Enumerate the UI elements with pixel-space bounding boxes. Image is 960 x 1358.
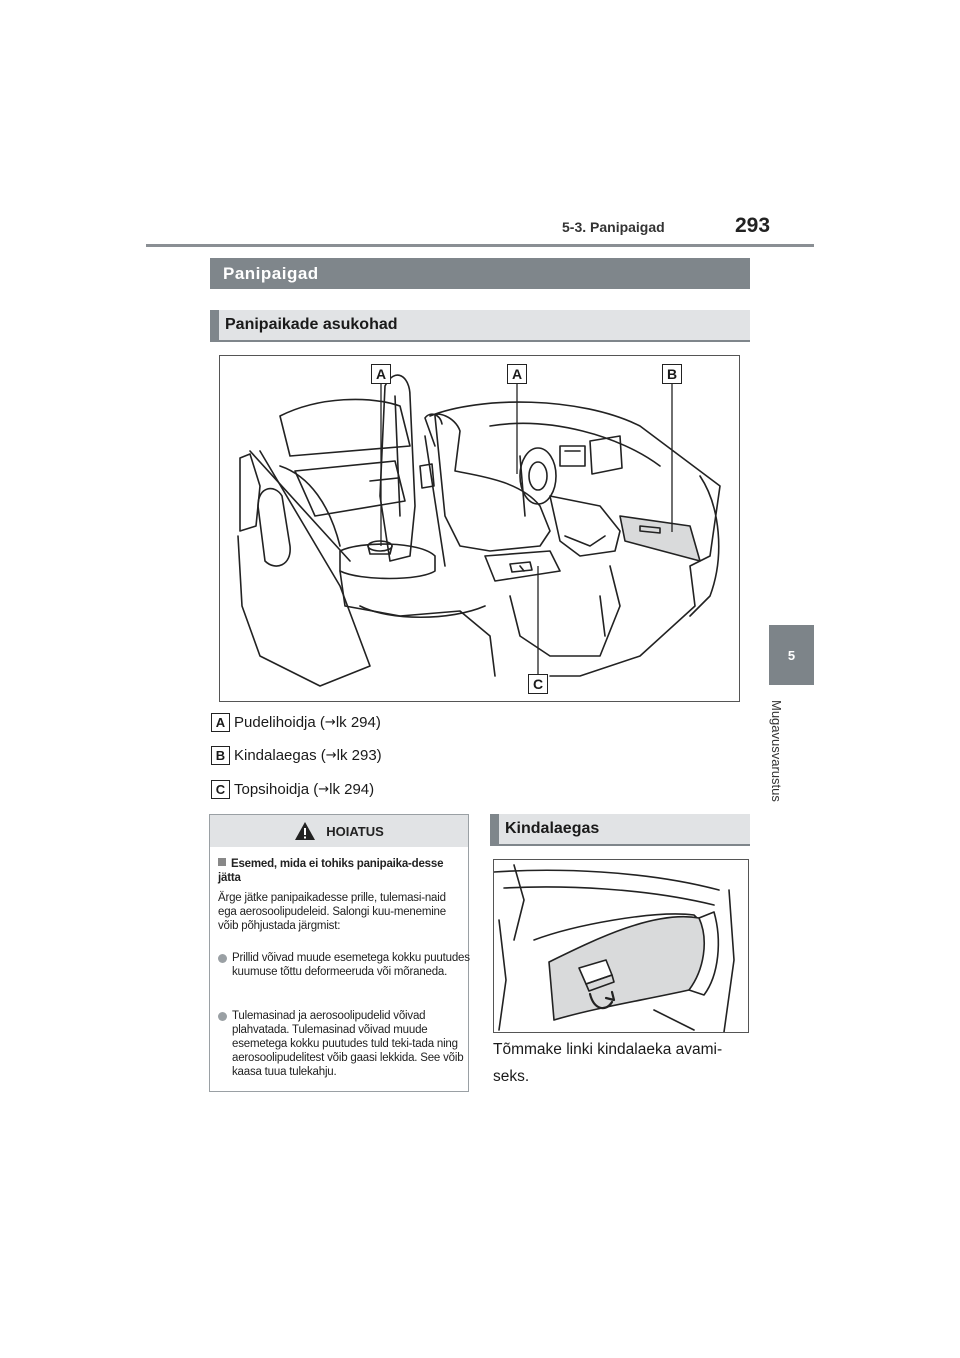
legend-key: C bbox=[211, 780, 230, 799]
warning-bullet bbox=[218, 951, 476, 979]
arrow-icon: → bbox=[325, 747, 337, 763]
warning-intro: Ärge jätke panipaikadesse prille, tulemasi-naid ega aerosoolipudeleid. Salongi kuu-menemine võib põhjustada järgmist: bbox=[218, 892, 446, 932]
bullet-dot-icon bbox=[218, 1012, 227, 1021]
legend-text: Kindalaegas ( bbox=[234, 746, 326, 764]
figure-label-a-rear: A bbox=[371, 364, 391, 384]
legend-key: A bbox=[211, 713, 230, 732]
page-number: 293 bbox=[735, 214, 771, 237]
chapter-tab: 5 bbox=[769, 625, 814, 685]
warning-box bbox=[209, 814, 469, 1092]
glovebox-figure bbox=[493, 859, 749, 1033]
warning-heading-text: Esemed, mida ei tohiks panipaika-desse jätta bbox=[218, 858, 444, 884]
warning-label: HOIATUS bbox=[326, 823, 384, 839]
interior-storage-figure bbox=[219, 355, 740, 702]
figure-label-b: B bbox=[662, 364, 682, 384]
legend-text: Topsihoidja ( bbox=[234, 780, 319, 798]
warning-bullet bbox=[218, 1009, 476, 1079]
page-title: Panipaigad bbox=[210, 258, 750, 289]
running-header-section: 5-3. Panipaigad bbox=[562, 219, 665, 235]
legend-key: B bbox=[211, 746, 230, 765]
legend-text: Pudelihoidja ( bbox=[234, 713, 325, 731]
legend-item-a bbox=[211, 712, 381, 732]
glovebox-instruction: Tõmmake linki kindalaeka avami-seks. bbox=[493, 1041, 723, 1085]
warning-bullet-text: Prillid võivad muude esemetega kokku puutudes kuumuse tõttu deformeeruda või mõraneda. bbox=[232, 952, 470, 978]
arrow-icon: → bbox=[324, 714, 336, 730]
section-title-glovebox: Kindalaegas bbox=[490, 814, 750, 846]
warning-header bbox=[210, 815, 468, 847]
chapter-title-text: Mugavusvarustus bbox=[769, 700, 784, 802]
warning-bullet-text: Tulemasinad ja aerosoolipudelid võivad plahvatada. Tulemasinad võivad muude esemetega kokku puutudes tuld teki-tada ning aerosoolipudelitest võib gaasi lekkida. See võib kaasa tuua tulekahju. bbox=[232, 1010, 464, 1078]
figure-label-a-front: A bbox=[507, 364, 527, 384]
chapter-title-vertical bbox=[762, 700, 822, 820]
section-title-locations: Panipaikade asukohad bbox=[210, 310, 750, 342]
bullet-dot-icon bbox=[218, 954, 227, 963]
arrow-icon: → bbox=[318, 781, 330, 797]
legend-ref: lk 293) bbox=[336, 746, 382, 764]
legend-item-c bbox=[211, 779, 374, 799]
header-rule bbox=[146, 244, 814, 247]
square-bullet-icon bbox=[218, 858, 226, 866]
legend-ref: lk 294) bbox=[329, 780, 375, 798]
warning-triangle-icon bbox=[294, 821, 316, 841]
figure-label-c: C bbox=[528, 674, 548, 694]
glovebox-illustration bbox=[494, 860, 748, 1032]
legend-item-b bbox=[211, 745, 382, 765]
legend-ref: lk 294) bbox=[335, 713, 381, 731]
figure-leader-lines bbox=[220, 356, 739, 701]
warning-heading bbox=[218, 857, 462, 885]
